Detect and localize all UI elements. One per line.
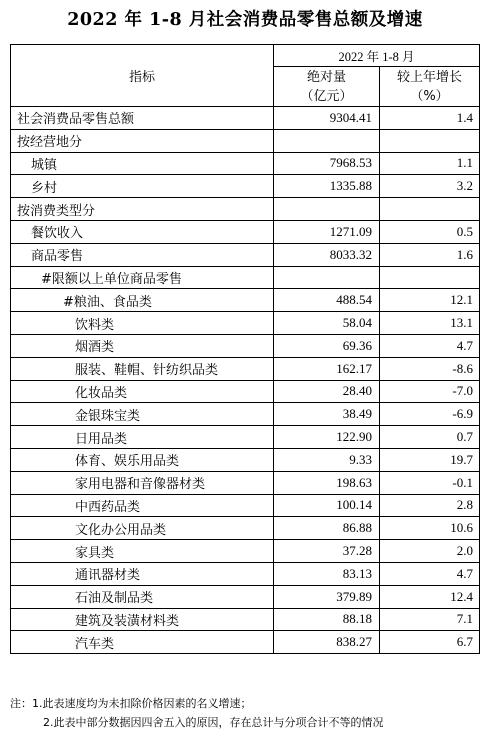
- table-row: [11, 152, 480, 175]
- row-absolute-value: [274, 266, 380, 289]
- row-name: 化妆品类: [11, 380, 274, 403]
- row-name: 体育、娱乐用品类: [11, 448, 274, 471]
- footnotes: [10, 694, 384, 732]
- row-growth-rate: 0.5: [380, 220, 480, 243]
- table-row: [11, 357, 480, 380]
- table-row: [11, 289, 480, 312]
- row-name: 石油及制品类: [11, 585, 274, 608]
- table-row: [11, 175, 480, 198]
- row-growth-rate: 19.7: [380, 448, 480, 471]
- row-absolute-value: 86.88: [274, 517, 380, 540]
- table-row: [11, 562, 480, 585]
- row-growth-rate: -8.6: [380, 357, 480, 380]
- row-name: 商品零售: [11, 243, 274, 266]
- row-name: 饮料类: [11, 312, 274, 335]
- row-growth-rate: 13.1: [380, 312, 480, 335]
- row-growth-rate: 2.8: [380, 494, 480, 517]
- row-name: 按经营地分: [11, 129, 274, 152]
- row-growth-rate: 0.7: [380, 426, 480, 449]
- row-name: 按消费类型分: [11, 198, 274, 221]
- row-growth-rate: 1.4: [380, 107, 480, 130]
- table-row: [11, 585, 480, 608]
- absolute-value-label: 绝对量: [306, 69, 346, 85]
- row-absolute-value: 83.13: [274, 562, 380, 585]
- retail-sales-table: [10, 44, 480, 654]
- table-row: [11, 334, 480, 357]
- row-growth-rate: 10.6: [380, 517, 480, 540]
- row-growth-rate: 12.1: [380, 289, 480, 312]
- row-absolute-value: 9304.41: [274, 107, 380, 130]
- row-growth-rate: -6.9: [380, 403, 480, 426]
- row-growth-rate: 12.4: [380, 585, 480, 608]
- row-name: 餐饮收入: [11, 220, 274, 243]
- row-name: 社会消费品零售总额: [11, 107, 274, 130]
- row-absolute-value: 9.33: [274, 448, 380, 471]
- absolute-value-unit: （亿元）: [300, 88, 353, 104]
- row-absolute-value: 379.89: [274, 585, 380, 608]
- row-absolute-value: 58.04: [274, 312, 380, 335]
- table-row: [11, 426, 480, 449]
- table-row: [11, 312, 480, 335]
- row-growth-rate: 4.7: [380, 562, 480, 585]
- row-growth-rate: 3.2: [380, 175, 480, 198]
- row-growth-rate: 1.6: [380, 243, 480, 266]
- table-row: [11, 220, 480, 243]
- row-absolute-value: 162.17: [274, 357, 380, 380]
- row-name: 金银珠宝类: [11, 403, 274, 426]
- row-absolute-value: 100.14: [274, 494, 380, 517]
- row-growth-rate: 7.1: [380, 608, 480, 631]
- table-row: [11, 517, 480, 540]
- table-row: [11, 380, 480, 403]
- row-absolute-value: [274, 198, 380, 221]
- table-row: [11, 631, 480, 654]
- row-name: #粮油、食品类: [11, 289, 274, 312]
- row-name: 文化办公用品类: [11, 517, 274, 540]
- row-absolute-value: 38.49: [274, 403, 380, 426]
- row-growth-rate: 1.1: [380, 152, 480, 175]
- row-absolute-value: 28.40: [274, 380, 380, 403]
- absolute-value-header: [274, 67, 380, 107]
- row-absolute-value: 198.63: [274, 471, 380, 494]
- table-row: [11, 471, 480, 494]
- table-row: [11, 107, 480, 130]
- table-row: [11, 403, 480, 426]
- row-name: 汽车类: [11, 631, 274, 654]
- row-absolute-value: 1271.09: [274, 220, 380, 243]
- row-absolute-value: 122.90: [274, 426, 380, 449]
- growth-unit: （%）: [410, 88, 449, 104]
- row-name: 日用品类: [11, 426, 274, 449]
- row-absolute-value: 1335.88: [274, 175, 380, 198]
- row-name: 服装、鞋帽、针纺织品类: [11, 357, 274, 380]
- row-absolute-value: 69.36: [274, 334, 380, 357]
- table-row: [11, 540, 480, 563]
- row-growth-rate: 4.7: [380, 334, 480, 357]
- indicator-header: 指标: [11, 45, 274, 107]
- growth-label: 较上年增长: [397, 69, 463, 85]
- row-growth-rate: -0.1: [380, 471, 480, 494]
- row-name: 通讯器材类: [11, 562, 274, 585]
- row-absolute-value: 838.27: [274, 631, 380, 654]
- row-absolute-value: 88.18: [274, 608, 380, 631]
- table-row: [11, 448, 480, 471]
- period-header: 2022 年 1-8 月: [274, 45, 480, 67]
- growth-header: [380, 67, 480, 107]
- row-growth-rate: [380, 266, 480, 289]
- page-title: 2022 年 1-8 月社会消费品零售总额及增速: [67, 10, 423, 30]
- row-growth-rate: [380, 198, 480, 221]
- row-name: 烟酒类: [11, 334, 274, 357]
- row-name: 家具类: [11, 540, 274, 563]
- row-name: 乡村: [11, 175, 274, 198]
- table-row: [11, 243, 480, 266]
- row-growth-rate: 6.7: [380, 631, 480, 654]
- footnote-2: 2.此表中部分数据因四舍五入的原因，存在总计与分项合计不等的情况: [43, 716, 384, 729]
- row-absolute-value: [274, 129, 380, 152]
- row-absolute-value: 7968.53: [274, 152, 380, 175]
- row-growth-rate: 2.0: [380, 540, 480, 563]
- row-name: #限额以上单位商品零售: [11, 266, 274, 289]
- table-row: [11, 494, 480, 517]
- footnote-1: 注：1.此表速度均为未扣除价格因素的名义增速；: [10, 697, 252, 710]
- row-growth-rate: [380, 129, 480, 152]
- table-row: [11, 198, 480, 221]
- row-absolute-value: 488.54: [274, 289, 380, 312]
- row-name: 建筑及装潢材料类: [11, 608, 274, 631]
- row-name: 家用电器和音像器材类: [11, 471, 274, 494]
- row-name: 城镇: [11, 152, 274, 175]
- table-row: [11, 266, 480, 289]
- table-row: [11, 129, 480, 152]
- row-absolute-value: 37.28: [274, 540, 380, 563]
- row-name: 中西药品类: [11, 494, 274, 517]
- table-row: [11, 608, 480, 631]
- row-absolute-value: 8033.32: [274, 243, 380, 266]
- row-growth-rate: -7.0: [380, 380, 480, 403]
